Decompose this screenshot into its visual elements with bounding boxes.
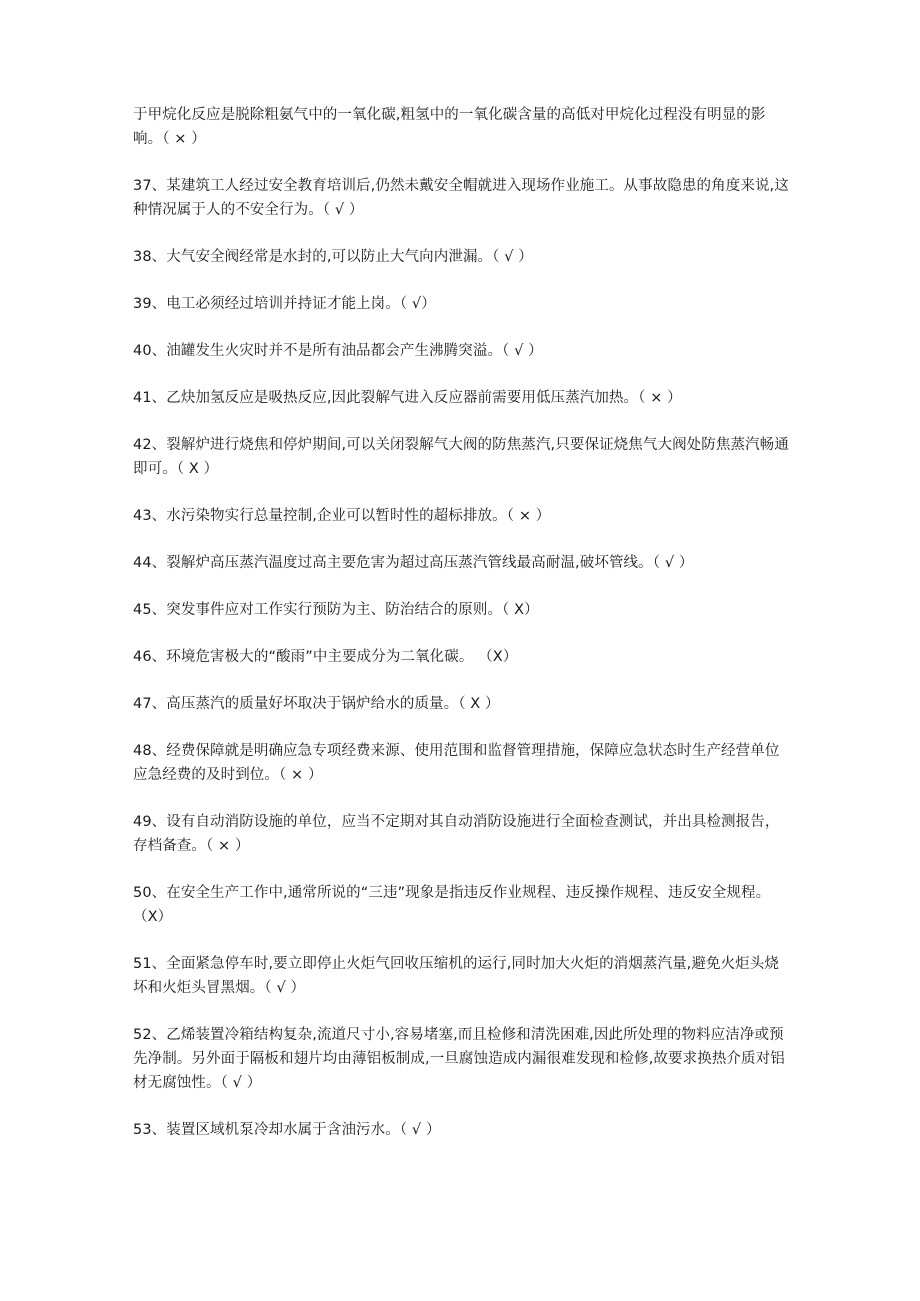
- question-36-continued: 于甲烷化反应是脱除粗氨气中的一氧化碳,粗氢中的一氧化碳含量的高低对甲烷化过程没有明显的影响。（ × ）: [133, 107, 766, 147]
- question-40: 40、油罐发生火灾时并不是所有油品都会产生沸腾突溢。（ √ ）: [133, 343, 543, 359]
- question-44: 44、裂解炉高压蒸汽温度过高主要危害为超过高压蒸汽管线最高耐温,破坏管线。（ √ ）: [133, 555, 694, 571]
- question-51: 51、全面紧急停车时,要立即停止火炬气回收压缩机的运行,同时加大火炬的消烟蒸汽量,避免火炬头烧坏和火炬头冒黑烟。（ √ ）: [133, 956, 779, 996]
- question-47: 47、高压蒸汽的质量好坏取决于锅炉给水的质量。（ X ）: [133, 696, 500, 712]
- question-49: 49、设有自动消防设施的单位，应当不定期对其自动消防设施进行全面检查测试，并出具检测报告，存档备查。（ × ）: [133, 814, 780, 854]
- question-37: 37、某建筑工人经过安全教育培训后,仍然未戴安全帽就进入现场作业施工。从事故隐患的角度来说,这种情况属于人的不安全行为。（ √ ）: [133, 178, 789, 218]
- question-41: 41、乙炔加氢反应是吸热反应,因此裂解气进入反应器前需要用低压蒸汽加热。（ × ）: [133, 390, 682, 406]
- question-42: 42、裂解炉进行烧焦和停炉期间,可以关闭裂解气大阀的防焦蒸汽,只要保证烧焦气大阀处防焦蒸汽畅通即可。（ X ）: [133, 437, 789, 477]
- question-52: 52、乙烯装置冷箱结构复杂,流道尺寸小,容易堵塞,而且检修和清洗困难,因此所处理的物料应洁净或预先净制。另外面于隔板和翅片均由薄铝板制成,一旦腐蚀造成内漏很难发现和检修,故要求换热介质对铝材无腐蚀性。（ √ ）: [133, 1027, 785, 1091]
- question-38: 38、大气安全阀经常是水封的,可以防止大气向内泄漏。（ √ ）: [133, 249, 533, 265]
- question-45: 45、突发事件应对工作实行预防为主、防治结合的原则。（ X）: [133, 602, 539, 618]
- question-39: 39、电工必须经过培训并持证才能上岗。（ √）: [133, 296, 436, 312]
- question-53: 53、装置区域机泵冷却水属于含油污水。（ √ ）: [133, 1122, 441, 1138]
- question-46: 46、环境危害极大的“酸雨”中主要成分为二氧化碳。 （X）: [133, 649, 518, 665]
- question-50: 50、在安全生产工作中,通常所说的“三违”现象是指违反作业规程、违反操作规程、违反安全规程。 （X）: [133, 885, 771, 925]
- question-43: 43、水污染物实行总量控制,企业可以暂时性的超标排放。（ × ）: [133, 508, 551, 524]
- document-page: [133, 103, 793, 1165]
- question-48: 48、经费保障就是明确应急专项经费来源、使用范围和监督管理措施，保障应急状态时生产经营单位应急经费的及时到位。（ × ）: [133, 743, 780, 783]
